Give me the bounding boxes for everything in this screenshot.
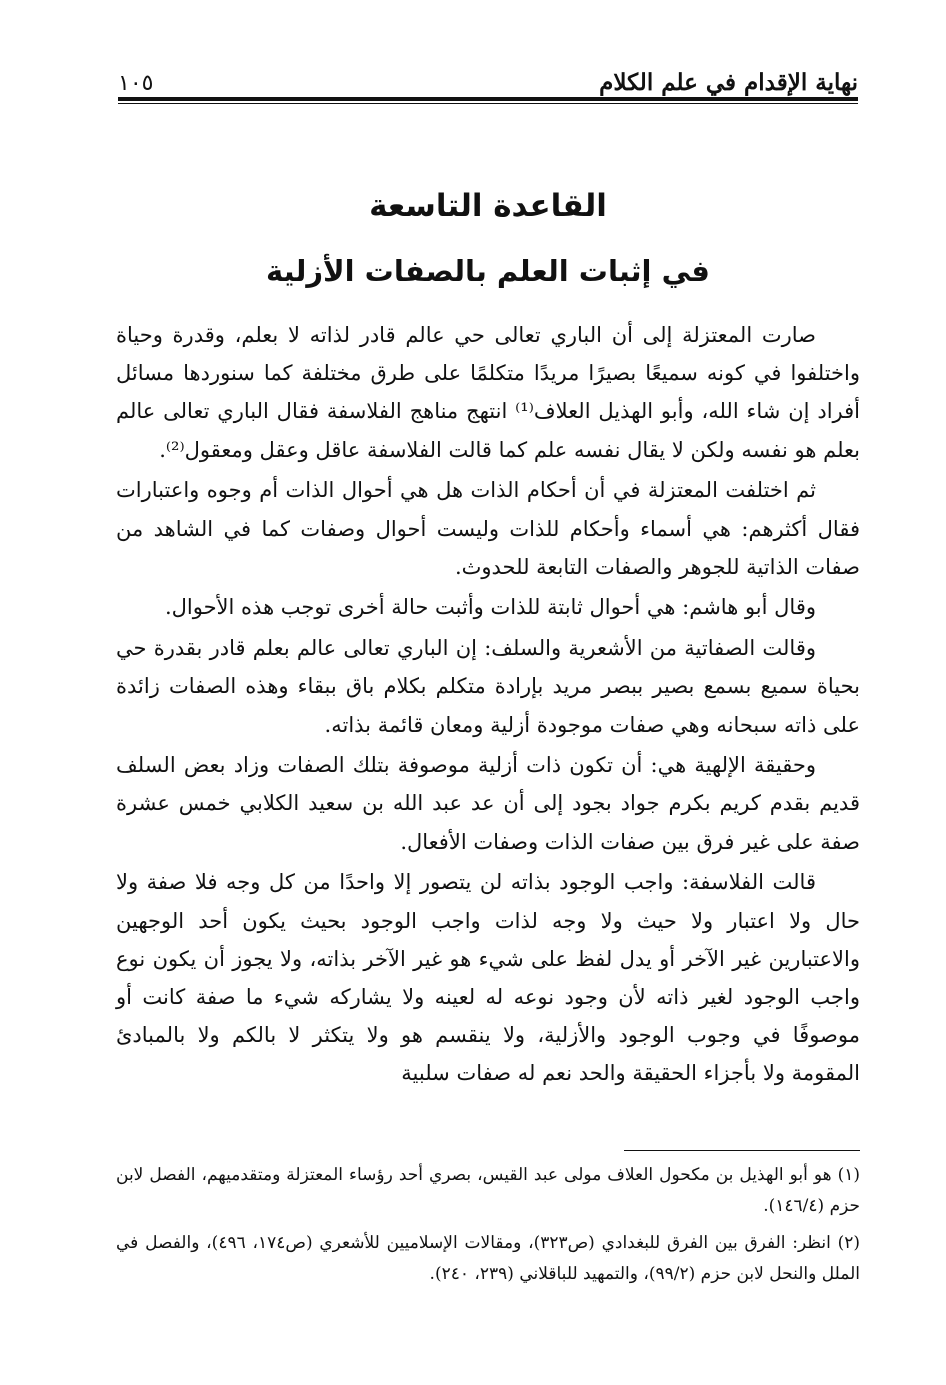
page-number: ١٠٥ [118, 71, 154, 96]
paragraph: قالت الفلاسفة: واجب الوجود بذاته لن يتصور إلا واحدًا من كل وجه فلا صفة ولا حال ولا اعتبار ولا حيث ولا وجه لذات واجب الوجود بحيث يكون أحد الوجهين والاعتبارين غير الآخر أو يدل لفظ على شيء هو غير الآخر بذاته، ولا يجوز أن يكون نوع واجب الوجود لغير ذاته لأن وجود نوعه له لعينه ولا يشاركه شيء ما صفة كانت أو موصوفًا في وجوب الوجود والأزلية، ولا ينقسم هو ولا يتكثر لا بالكم ولا بالمبادئ المقومة ولا بأجزاء الحقيقة والحد نعم له صفات سلبية [116, 870, 860, 1086]
footnote: (١) هو أبو الهذيل بن مكحول العلاف مولى عبد القيس، بصري أحد رؤساء المعتزلة ومتقدميهم، الفصل لابن حزم (١٤٦/٤). [116, 1165, 860, 1216]
paragraph: وحقيقة الإلهية هي: أن تكون ذات أزلية موصوفة بتلك الصفات وزاد بعض السلف قديم بقدم كريم بكرم جواد بجود إلى أن عد عبد الله بن سعيد الكلابي خمس عشرة صفة على غير فرق بين صفات الذات وصفات الأفعال. [116, 753, 860, 854]
footnotes [116, 1160, 860, 1296]
footnote: (٢) انظر: الفرق بين الفرق للبغدادي (ص٣٢٣)، ومقالات الإسلاميين للأشعري (ص١٧٤، ٤٩٦)، والفصل في الملل والنحل لابن حزم (٩٩/٢)، والتمهيد للباقلاني (٢٣٩، ٢٤٠). [116, 1233, 861, 1284]
header-rule-thick [118, 97, 858, 101]
footnote-separator [624, 1150, 860, 1151]
paragraph: وقال أبو هاشم: هي أحوال ثابتة للذات وأثبت حالة أخرى توجب هذه الأحوال. [164, 595, 816, 620]
page-header [118, 60, 858, 96]
body-text [116, 316, 860, 1095]
paragraph: صارت المعتزلة إلى أن الباري تعالى حي عالم قادر لذاته لا بعلم، وقدرة وحياة واختلفوا في كونه سميعًا بصيرًا مريدًا متكلمًا على طرق مختلفة كما سنوردها مسائل أفراد إن شاء الله، وأبو الهذيل العلاف⁽¹⁾ انتهج مناهج الفلاسفة فقال الباري تعالى عالم بعلم هو نفسه ولكن لا يقال نفسه علم كما قالت الفلاسفة عاقل وعقل ومعقول⁽²⁾. [116, 323, 860, 462]
paragraph: ثم اختلفت المعتزلة في أن أحكام الذات هل هي أحوال الذات أم وجوه واعتبارات فقال أكثرهم: هي أسماء وأحكام للذات وليست أحوال وصفات كما في الشاهد من صفات الذاتية للجوهر والصفات التابعة للحدوث. [116, 478, 860, 579]
header-rule-thin [118, 103, 858, 104]
running-title: نهاية الإقدام في علم الكلام [599, 69, 858, 96]
section-title: القاعدة التاسعة [369, 188, 607, 224]
paragraph: وقالت الصفاتية من الأشعرية والسلف: إن الباري تعالى عالم بعلم قادر بقدرة حي بحياة سميع بسمع بصير ببصر مريد بإرادة متكلم بكلام باق ببقاء وهذه الصفات زائدة على ذاته سبحانه وهي صفات موجودة أزلية ومعان قائمة بذاته. [116, 636, 860, 737]
section-subtitle: في إثبات العلم بالصفات الأزلية [266, 254, 710, 288]
